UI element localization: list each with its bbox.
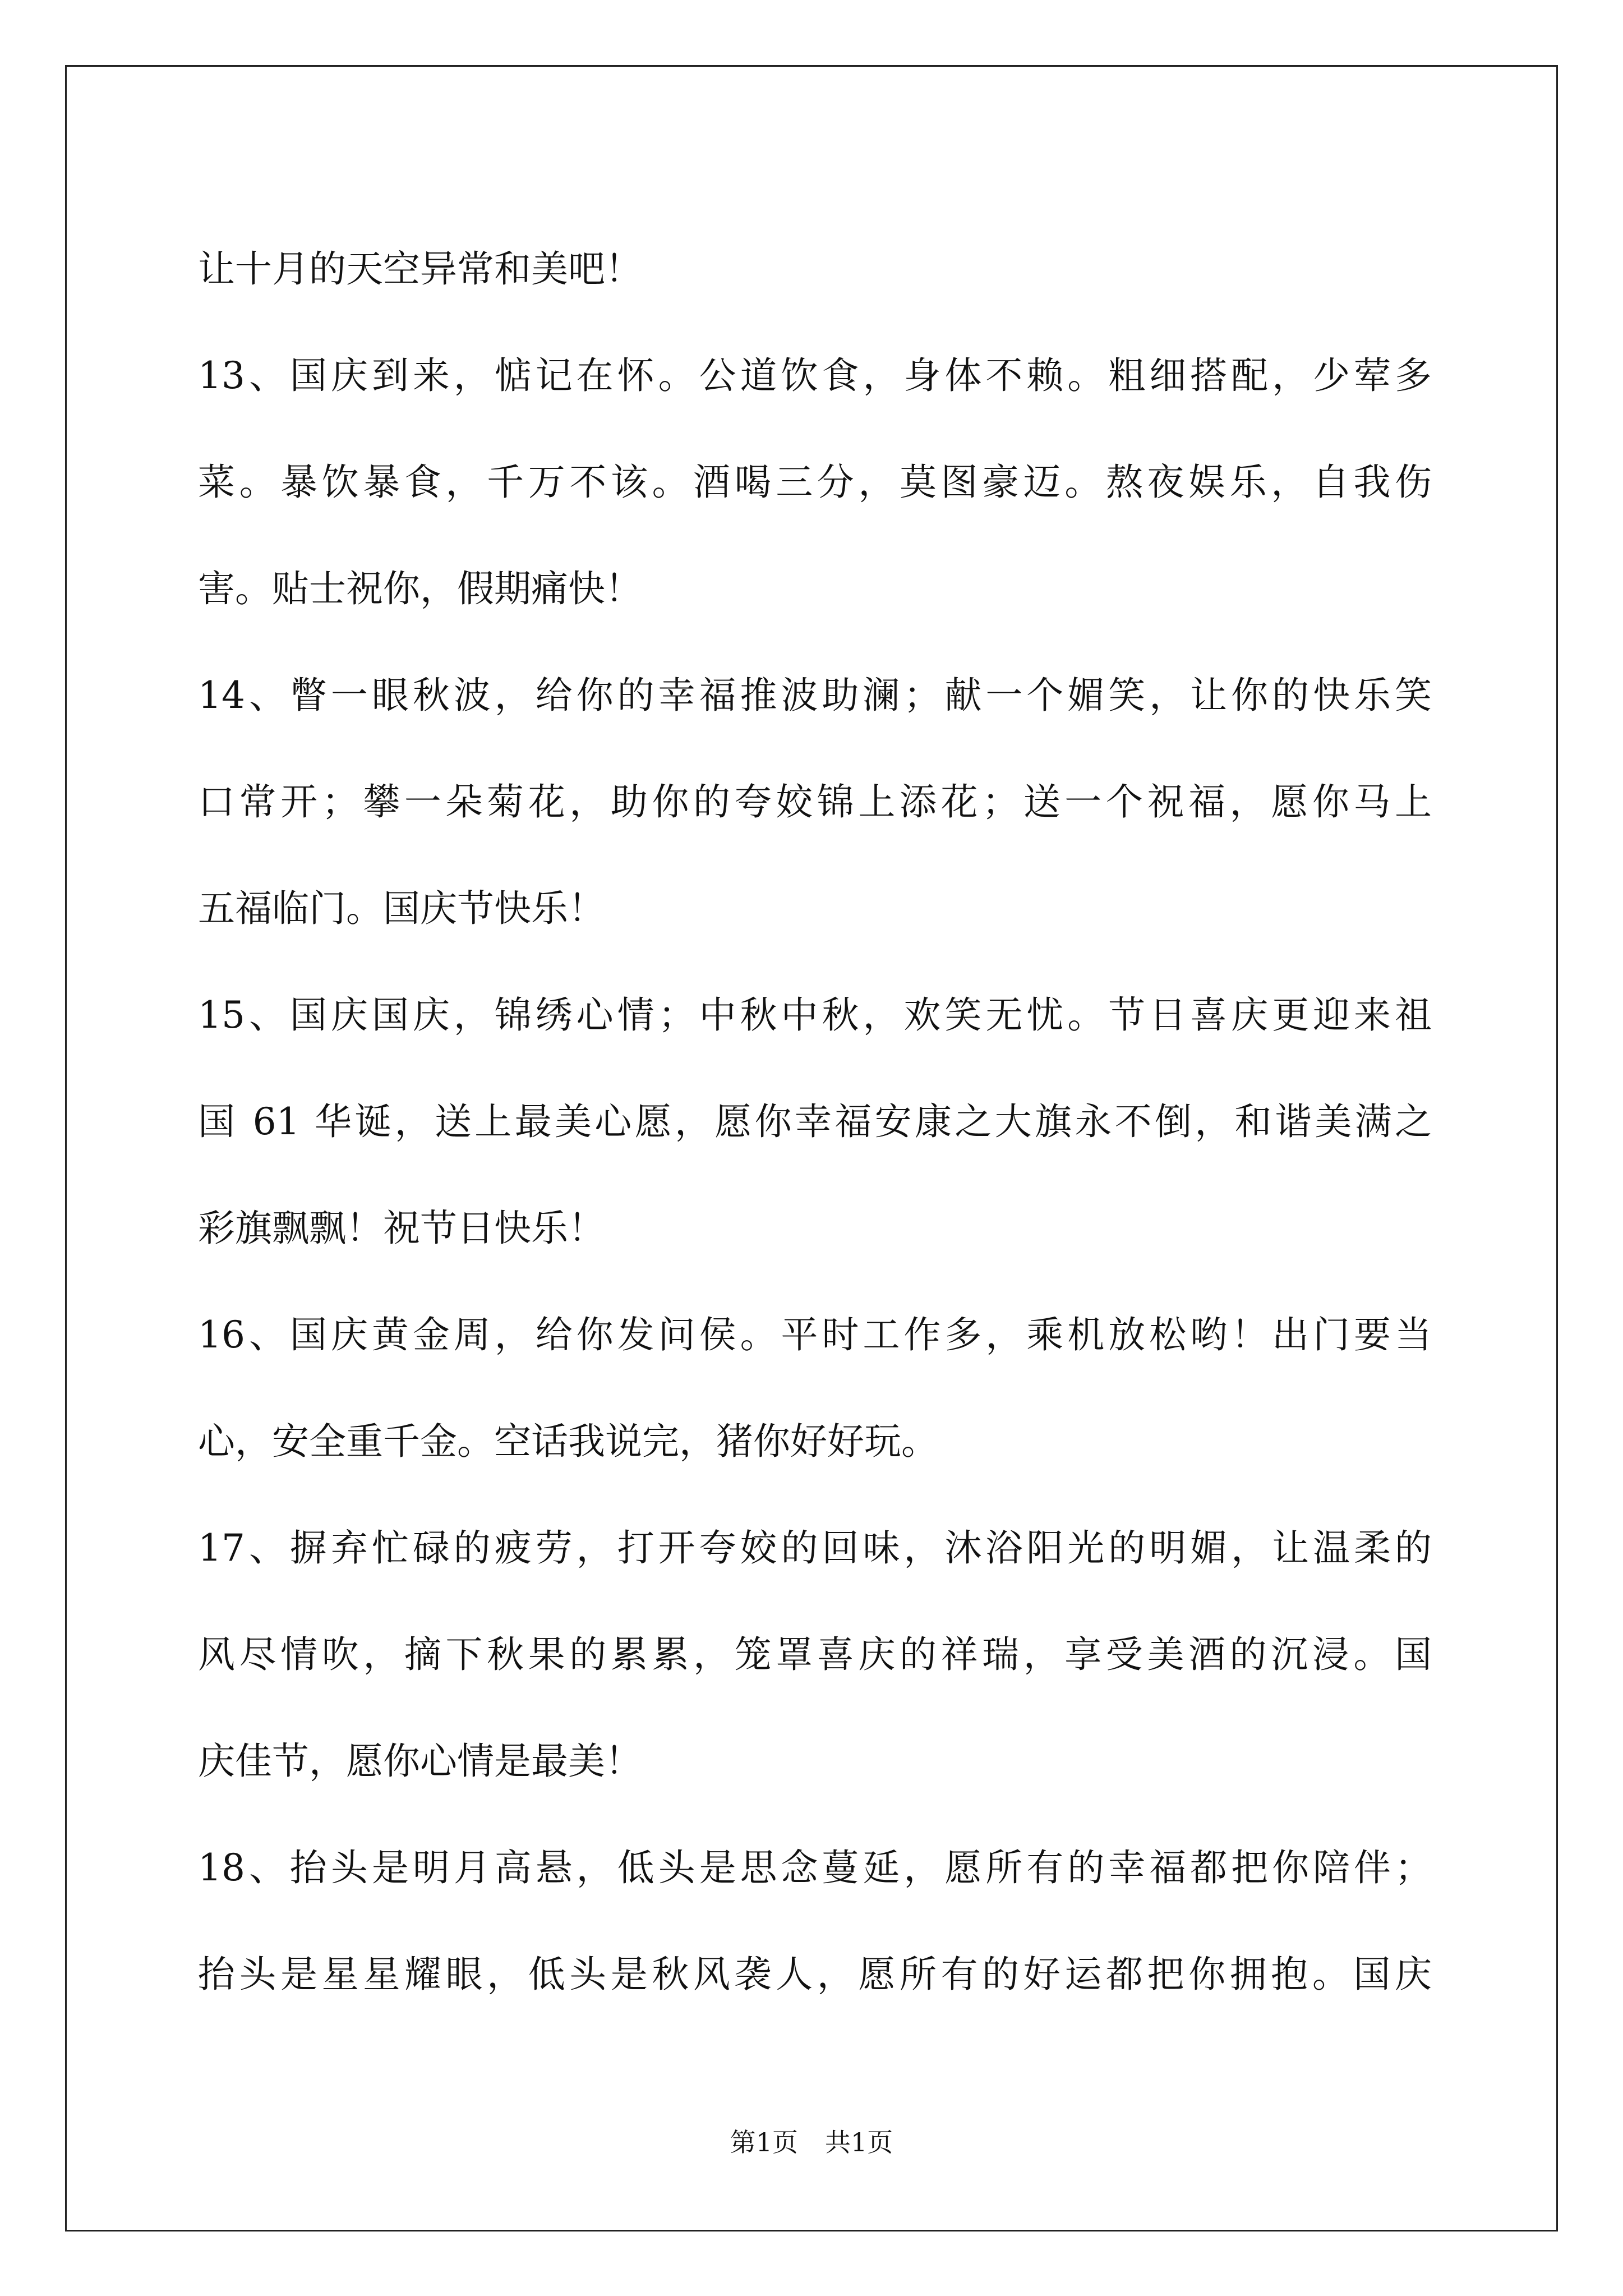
page-total: 共1页 <box>825 2127 893 2157</box>
text-line: 18、抬头是明月高悬，低头是思念蔓延，愿所有的幸福都把你陪伴； <box>198 1846 1432 1889</box>
text-line: 国 61 华诞，送上最美心愿，愿你幸福安康之大旗永不倒，和谐美满之 <box>198 1100 1432 1143</box>
text-line: 口常开；攀一朵菊花，助你的夸姣锦上添花；送一个祝福，愿你马上 <box>198 780 1432 823</box>
text-line: 菜。暴饮暴食，千万不该。酒喝三分，莫图豪迈。熬夜娱乐，自我伤 <box>198 461 1432 504</box>
text-line: 14、瞥一眼秋波，给你的幸福推波助澜；献一个媚笑，让你的快乐笑 <box>198 674 1432 717</box>
text-line: 15、国庆国庆，锦绣心情；中秋中秋，欢笑无忧。节日喜庆更迎来祖 <box>198 993 1432 1037</box>
text-line: 五福临门。国庆节快乐！ <box>198 887 605 930</box>
text-line: 彩旗飘飘！祝节日快乐！ <box>198 1207 605 1250</box>
document-body <box>198 216 1432 2028</box>
page-footer <box>0 2125 1623 2159</box>
text-line: 害。贴士祝你，假期痛快！ <box>198 567 642 610</box>
page-number: 第1页 <box>730 2127 798 2157</box>
text-line: 让十月的天空异常和美吧！ <box>198 247 642 291</box>
text-line: 风尽情吹，摘下秋果的累累，笼罩喜庆的祥瑞，享受美酒的沉浸。国 <box>198 1633 1432 1676</box>
text-line: 16、国庆黄金周，给你发问侯。平时工作多，乘机放松哟！出门要当 <box>198 1313 1432 1356</box>
text-line: 抬头是星星耀眼，低头是秋风袭人，愿所有的好运都把你拥抱。国庆 <box>198 1953 1432 1996</box>
text-line: 13、国庆到来，惦记在怀。公道饮食，身体不赖。粗细搭配，少荤多 <box>198 354 1432 397</box>
text-line: 17、摒弃忙碌的疲劳，打开夸姣的回味，沐浴阳光的明媚，让温柔的 <box>198 1526 1432 1570</box>
text-line: 心，安全重千金。空话我说完，猪你好好玩。 <box>198 1420 938 1463</box>
text-line: 庆佳节，愿你心情是最美！ <box>198 1740 642 1783</box>
